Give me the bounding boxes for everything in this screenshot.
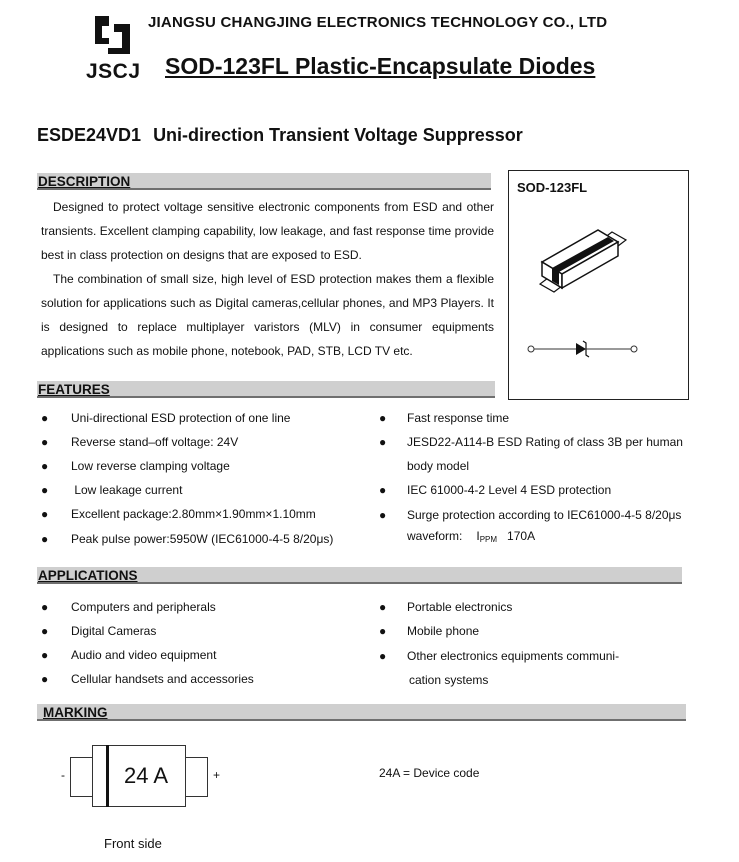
feature-text: Fast response time [407,411,510,425]
right-lead [186,757,208,797]
list-item [379,482,699,498]
jscj-logo-icon [92,14,138,56]
bullet-icon: ● [41,648,49,662]
list-item [41,482,371,498]
bullet-icon: ● [41,459,49,473]
ippm-value: 170A [507,529,536,543]
bullet-icon: ● [379,411,387,425]
product-line-title: SOD-123FL Plastic-Encapsulate Diodes [165,53,596,79]
feature-text: Low reverse clamping voltage [71,459,230,473]
part-title [37,125,523,146]
application-text: Audio and video equipment [71,648,217,662]
feature-text: Excellent package:2.80mm×1.90mm×1.10mm [71,507,316,521]
sod123fl-package-drawing-icon [526,222,636,306]
applications-heading: APPLICATIONS [37,567,682,584]
application-text: Portable electronics [407,600,513,614]
bullet-icon: ● [41,672,49,686]
ippm-symbol: I [476,529,480,543]
bullet-icon: ● [379,483,387,497]
list-item [41,599,361,615]
feature-text: Surge protection according to IEC61000-4-5 8/20μs [407,508,682,522]
list-item [41,623,361,639]
bullet-icon: ● [41,600,49,614]
bullet-icon: ● [41,624,49,638]
logo-text: JSCJ [86,60,141,83]
description-body [41,195,494,363]
list-item [41,531,371,547]
bullet-icon: ● [41,483,49,497]
bullet-icon: ● [379,649,387,663]
list-item [41,410,371,426]
bullet-icon: ● [41,411,49,425]
list-item [379,623,699,639]
feature-text: Reverse stand–off voltage: 24V [71,435,239,449]
tvs-diode-symbol-icon [526,338,640,360]
part-number: ESDE24VD1 [37,125,142,145]
feature-text: Uni-directional ESD protection of one line [71,411,291,425]
list-item [379,599,699,615]
description-heading: DESCRIPTION [37,173,491,190]
features-heading: FEATURES [37,381,495,398]
device-code-note: 24A = Device code [379,766,480,780]
anode-plus-label: + [213,768,221,782]
part-description: Uni-direction Transient Voltage Suppressor [153,125,523,145]
application-text: Cellular handsets and accessories [71,672,254,686]
list-item [379,648,699,688]
bullet-icon: ● [379,600,387,614]
marking-heading: MARKING [37,704,686,721]
waveform-label: waveform: [407,529,463,543]
application-text: Digital Cameras [71,624,157,638]
list-item [379,507,699,547]
cathode-minus-label: - [61,768,65,782]
application-text: Computers and peripherals [71,600,216,614]
front-side-label: Front side [104,836,162,851]
description-paragraph-1: Designed to protect voltage sensitive electronic components from ESD and other transients. Excellent clamping capability, low leakage, and fast response time provide best in class protection on designs that are exposed to ESD. [41,200,494,262]
list-item [41,671,361,687]
list-item [41,647,361,663]
marking-code: 24 A [123,763,169,788]
bullet-icon: ● [379,508,387,522]
package-label: SOD-123FL [517,180,588,195]
application-text: Other electronics equipments communi- [407,649,620,663]
list-item [379,410,699,426]
bullet-icon: ● [379,624,387,638]
bullet-icon: ● [41,507,49,521]
application-text: Mobile phone [407,624,480,638]
feature-text: IEC 61000-4-2 Level 4 ESD protection [407,483,612,497]
feature-text-continued [407,528,535,548]
feature-text: JESD22-A114-B ESD Rating of class 3B per human [407,435,683,449]
list-item [379,434,699,474]
description-paragraph-2: The combination of small size, high level of ESD protection makes them a flexible solution for applications such as Digital cameras,cellular phones, and MP3 Players. It is designed to replace multiplayer varistors (MLV) in consumer equipments applications such as mobile phone, notebook, PAD, STB, LCD TV etc. [41,272,494,358]
list-item [41,434,371,450]
feature-text: Low leakage current [71,483,183,497]
list-item [41,506,371,522]
bullet-icon: ● [41,532,49,546]
feature-text: Peak pulse power:5950W (IEC61000-4-5 8/20μs) [71,532,334,546]
ippm-subscript: PPM [479,535,498,544]
bullet-icon: ● [379,435,387,449]
list-item [41,458,371,474]
bullet-icon: ● [41,435,49,449]
application-text-continued: cation systems [409,673,489,687]
company-name: JIANGSU CHANGJING ELECTRONICS TECHNOLOGY CO., LTD [148,14,608,31]
left-lead [70,757,92,797]
feature-text-continued: body model [407,459,470,473]
